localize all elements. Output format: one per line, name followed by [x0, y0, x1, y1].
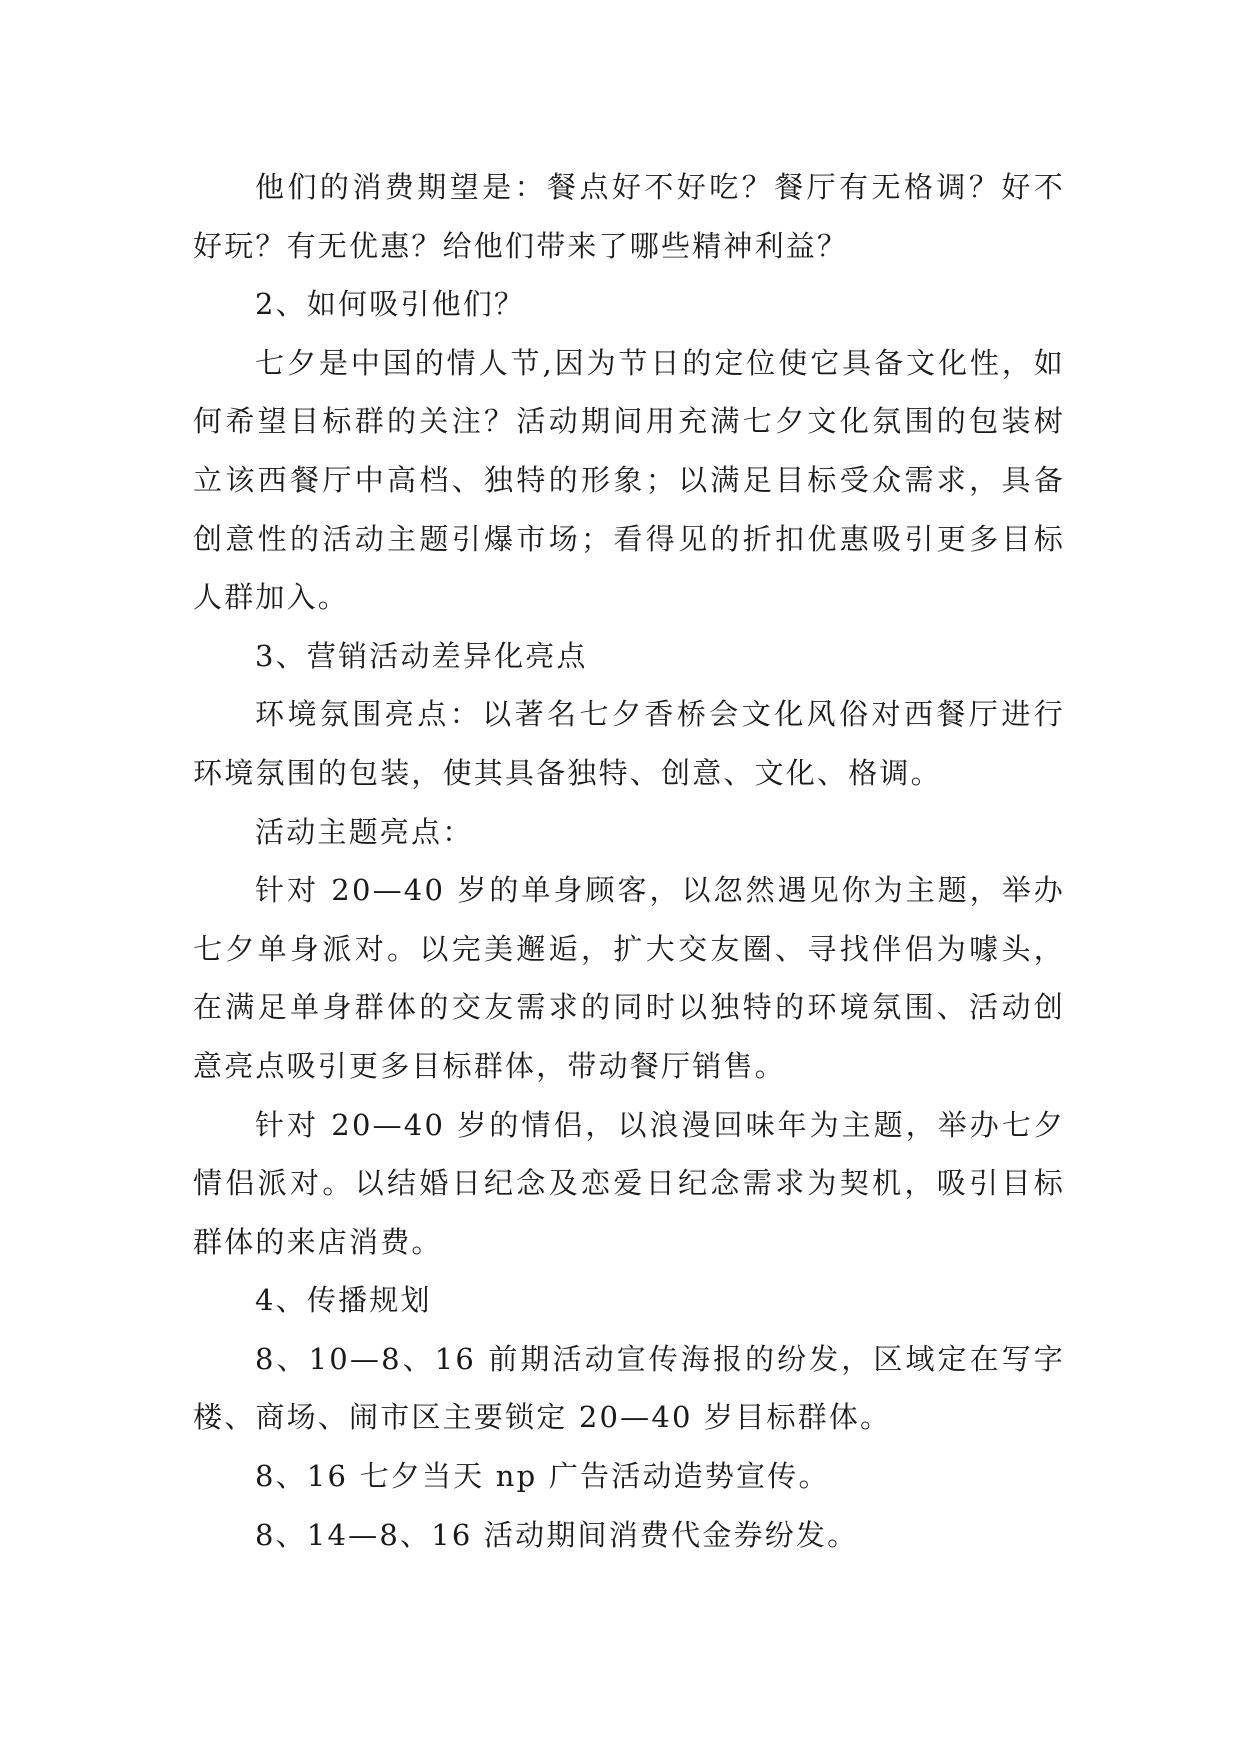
paragraph-qixi-culture: 七夕是中国的情人节,因为节日的定位使它具备文化性，如何希望目标群的关注？活动期间用充满七夕文化氛围的包装树立该西餐厅中高档、独特的形象；以满足目标受众需求，具备创意性的活动主题引爆市场；看得见的折扣优惠吸引更多目标人群加入。 — [193, 345, 1065, 615]
paragraph-theme-highlight-label: 活动主题亮点： — [255, 814, 474, 849]
paragraph-environment-highlight: 环境氛围亮点：以著名七夕香桥会文化风俗对西餐厅进行环境氛围的包装，使其具备独特、创意、文化、格调。 — [193, 697, 1065, 790]
paragraph-consumer-expectations: 他们的消费期望是：餐点好不好吃？餐厅有无格调？好不好玩？有无优惠？给他们带来了哪些精神利益？ — [193, 170, 1065, 263]
section-heading-highlights: 3、营销活动差异化亮点 — [255, 638, 588, 673]
document-body — [193, 158, 1065, 1564]
section-heading-attract: 2、如何吸引他们？ — [255, 287, 526, 322]
paragraph-singles-party: 针对 20—40 岁的单身顾客，以忽然遇见你为主题，举办七夕单身派对。以完美邂逅，扩大交友圈、寻找伴侣为噱头，在满足单身群体的交友需求的同时以独特的环境氛围、活动创意亮点吸引更多目标群体，带动餐厅销售。 — [193, 873, 1065, 1083]
section-heading-promotion-plan: 4、传播规划 — [255, 1283, 432, 1318]
paragraph-poster-distribution: 8、10—8、16 前期活动宣传海报的纷发，区域定在写字楼、商场、闹市区主要锁定 20—40 岁目标群体。 — [193, 1341, 1065, 1435]
paragraph-couples-party: 针对 20—40 岁的情侣，以浪漫回味年为主题，举办七夕情侣派对。以结婚日纪念及恋爱日纪念需求为契机，吸引目标群体的来店消费。 — [193, 1107, 1065, 1259]
paragraph-ad-campaign: 8、16 七夕当天 np 广告活动造势宣传。 — [255, 1459, 830, 1494]
paragraph-voucher-distribution: 8、14—8、16 活动期间消费代金券纷发。 — [255, 1517, 859, 1552]
